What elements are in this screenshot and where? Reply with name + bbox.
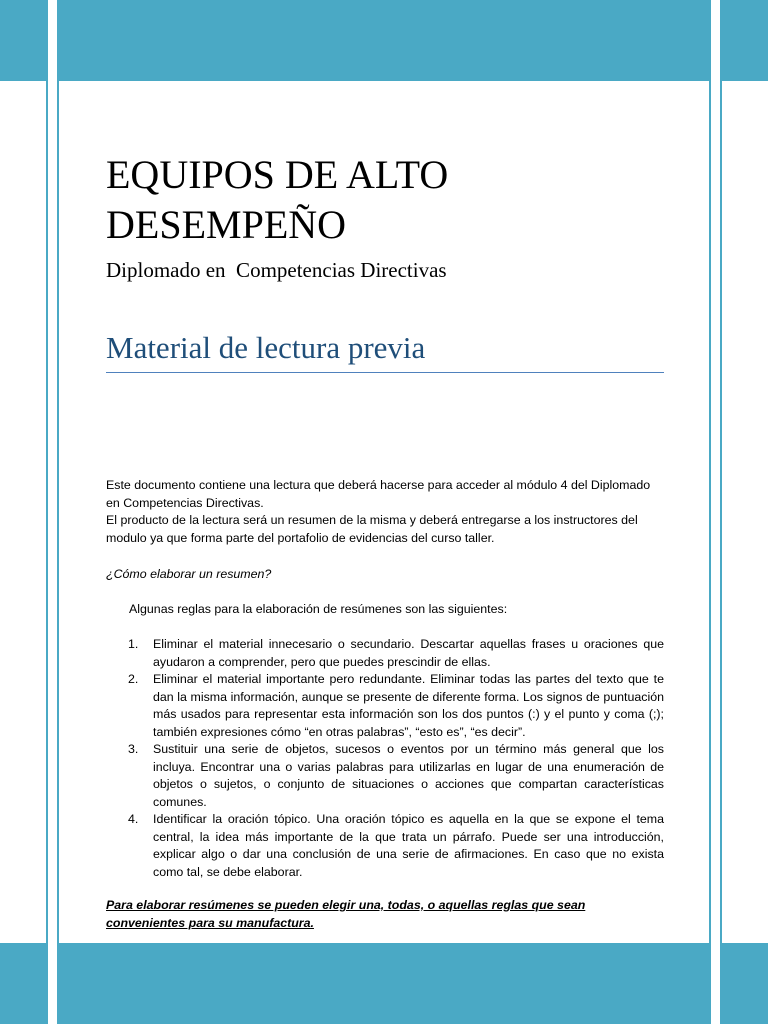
left-margin-line	[46, 0, 48, 1024]
list-item-number: 4.	[128, 812, 139, 826]
intro-line-2: El producto de la lectura será un resumen de la misma y deberá entregarse a los instructores del modulo ya que forma parte del portafolio de evidencias del curso taller.	[106, 513, 638, 545]
bottom-left-band	[0, 943, 48, 1024]
conclusion-note: Para elaborar resúmenes se pueden elegir una, todas, o aquellas reglas que sean convenientes para su manufactura.	[106, 898, 586, 930]
title-line-1: EQUIPOS DE ALTO	[106, 152, 449, 197]
page-left-line	[57, 0, 59, 1024]
list-item-text: Sustituir una serie de objetos, sucesos o eventos por un término más general que los incluya. Encontrar una o varias palabras para utilizarlas en lugar de una enumeración de objetos o sujetos, o conjunto de situaciones o acciones que compartan características comunes.	[153, 742, 664, 809]
list-item-number: 2.	[128, 672, 139, 686]
bottom-footer-band	[58, 943, 710, 1024]
list-item-text: Eliminar el material innecesario o secundario. Descartar aquellas frases u oraciones que ayudaron a comprender, pero que puedes prescindir de ellas.	[153, 637, 664, 669]
rules-list	[106, 636, 664, 881]
title-line-2: DESEMPEÑO	[106, 202, 347, 247]
document-title	[106, 150, 666, 250]
section-divider	[106, 372, 664, 373]
bottom-right-band	[721, 943, 768, 1024]
list-item	[106, 636, 664, 671]
section-title: Material de lectura previa	[106, 330, 426, 365]
right-margin-line	[720, 0, 722, 1024]
list-item	[106, 671, 664, 741]
list-item-text: Eliminar el material importante pero redundante. Eliminar todas las partes del texto que te dan la misma información, aunque se presente de diferente forma. Los signos de puntuación más usados para representar esta información son los dos puntos (:) y el punto y coma (;); también expresiones cómo “en otras palabras”, “esto es”, “es decir”.	[153, 672, 664, 739]
list-item-number: 3.	[128, 742, 139, 756]
question-heading: ¿Cómo elaborar un resumen?	[106, 567, 272, 581]
document-subtitle: Diplomado en Competencias Directivas	[106, 258, 447, 282]
list-item	[106, 811, 664, 881]
intro-paragraph	[106, 477, 664, 547]
list-item	[106, 741, 664, 811]
top-right-band	[721, 0, 768, 81]
list-item-text: Identificar la oración tópico. Una oración tópico es aquella en la que se expone el tema central, la idea más importante de la que trata un párrafo. Puede ser una introducción, explicar algo o dar una conclusión de una serie de afirmaciones. En caso que no exista como tal, se debe elaborar.	[153, 812, 664, 879]
rules-intro: Algunas reglas para la elaboración de resúmenes son las siguientes:	[129, 602, 508, 616]
top-left-band	[0, 0, 48, 81]
list-item-number: 1.	[128, 637, 139, 651]
top-header-band	[58, 0, 710, 81]
page-right-line	[709, 0, 711, 1024]
intro-line-1: Este documento contiene una lectura que deberá hacerse para acceder al módulo 4 del Diplomado en Competencias Directivas.	[106, 478, 651, 510]
